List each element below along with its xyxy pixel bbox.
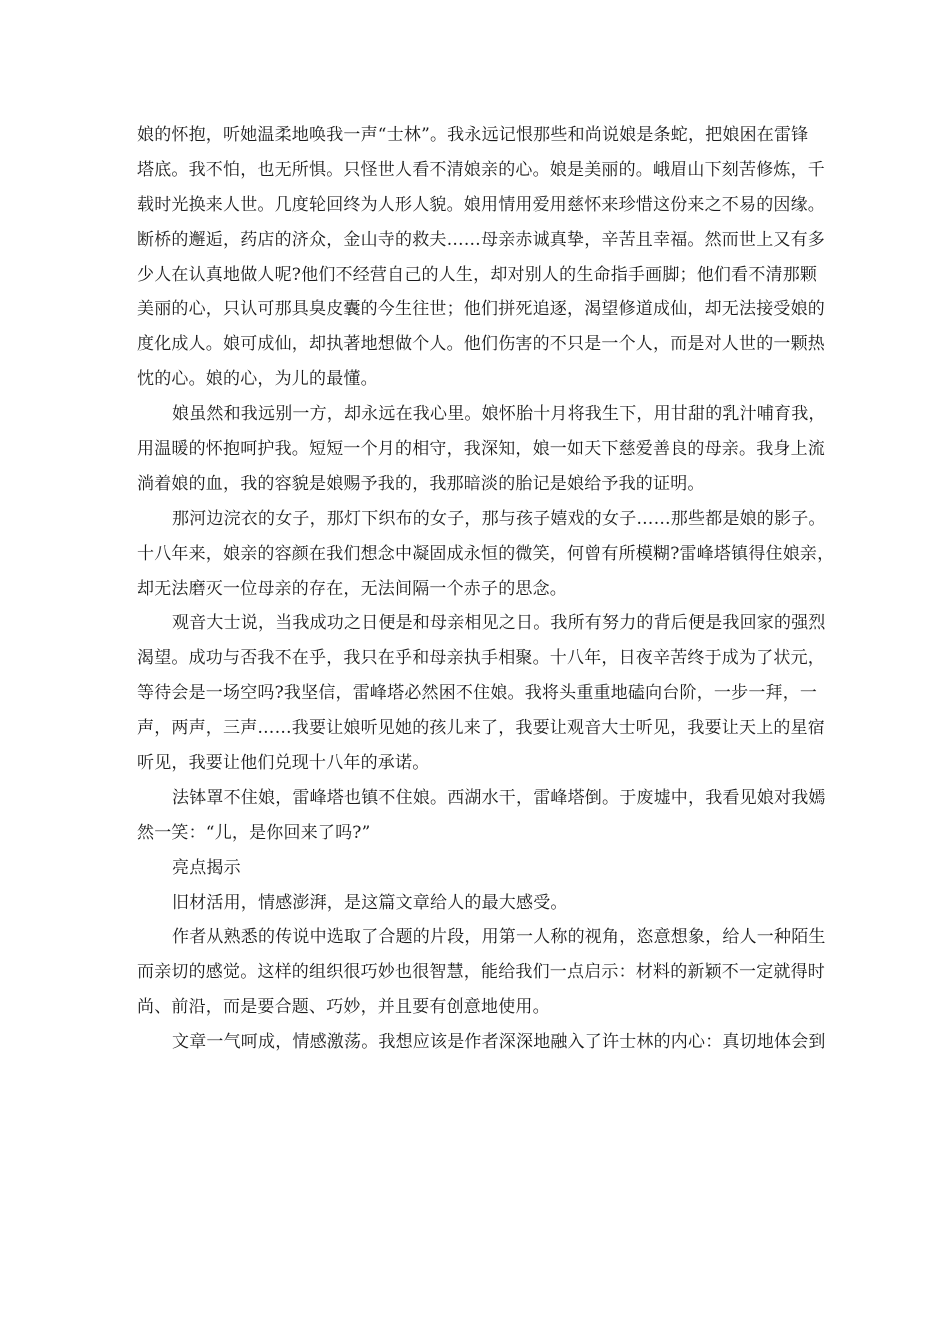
text-line: 断桥的邂逅，药店的济众，金山寺的救夫……母亲赤诚真挚，辛苦且幸福。然而世上又有多: [137, 229, 825, 250]
text-line: 那河边浣衣的女子，那灯下织布的女子，那与孩子嬉戏的女子……那些都是娘的影子。: [172, 508, 826, 529]
text-line: 旧材活用，情感澎湃，是这篇文章给人的最大感受。: [172, 892, 568, 913]
body-text: [137, 118, 835, 1060]
text-line: 然一笑：“儿，是你回来了吗?”: [137, 822, 371, 843]
text-line: 而亲切的感觉。这样的组织很巧妙也很智慧，能给我们一点启示：材料的新颖不一定就得时: [137, 962, 825, 983]
text-line: 文章一气呵成，情感激荡。我想应该是作者深深地融入了许士林的内心：真切地体会到: [172, 1032, 826, 1053]
text-line: 度化成人。娘可成仙，却执著地想做个人。他们伤害的不只是一个人，而是对人世的一颗热: [137, 334, 825, 355]
text-line: 塔底。我不怕，也无所惧。只怪世人看不清娘亲的心。娘是美丽的。峨眉山下刻苦修炼，千: [137, 159, 825, 180]
text-line: 渴望。成功与否我不在乎，我只在乎和母亲执手相聚。十八年，日夜辛苦终于成为了状元，: [137, 648, 825, 669]
text-line: 娘的怀抱，听她温柔地唤我一声“士林”。我永远记恨那些和尚说娘是条蛇，把娘困在雷锋: [137, 125, 809, 145]
text-line: 作者从熟悉的传说中选取了合题的片段，用第一人称的视角，恣意想象，给人一种陌生: [172, 927, 826, 948]
text-line: 尚、前沿，而是要合题、巧妙，并且要有创意地使用。: [137, 997, 550, 1018]
text-line: 却无法磨灭一位母亲的存在，无法间隔一个赤子的思念。: [137, 578, 567, 599]
text-line: 观音大士说，当我成功之日便是和母亲相见之日。我所有努力的背后便是我回家的强烈: [172, 613, 826, 634]
text-line: 十八年来，娘亲的容颜在我们想念中凝固成永恒的微笑，何曾有所模糊?雷峰塔镇得住娘亲，: [137, 543, 835, 564]
text-line: 用温暖的怀抱呵护我。短短一个月的相守，我深知，娘一如天下慈爱善良的母亲。我身上流: [137, 439, 825, 460]
text-line: 淌着娘的血，我的容貌是娘赐予我的，我那暗淡的胎记是娘给予我的证明。: [137, 473, 705, 494]
text-line: 少人在认真地做人呢?他们不经营自己的人生，却对别人的生命指手画脚；他们看不清那颗: [137, 264, 818, 285]
text-line: 等待会是一场空吗?我坚信，雷峰塔必然困不住娘。我将头重重地磕向台阶，一步一拜，一: [137, 683, 818, 704]
text-line: 忱的心。娘的心，为儿的最懂。: [137, 369, 378, 390]
text-line: 美丽的心，只认可那具臭皮囊的今生往世；他们拼死追逐，渴望修道成仙，却无法接受娘的: [137, 299, 825, 320]
text-line: 亮点揭示: [172, 857, 241, 878]
text-line: 载时光换来人世。几度轮回终为人形人貌。娘用情用爱用慈怀来珍惜这份来之不易的因缘。: [137, 194, 825, 215]
text-line: 声，两声，三声……我要让娘听见她的孩儿来了，我要让观音大士听见，我要让天上的星宿: [137, 718, 825, 739]
text-line: 法钵罩不住娘，雷峰塔也镇不住娘。西湖水干，雷峰塔倒。于废墟中，我看见娘对我嫣: [172, 787, 826, 808]
text-line: 听见，我要让他们兑现十八年的承诺。: [137, 753, 430, 774]
text-line: 娘虽然和我远别一方，却永远在我心里。娘怀胎十月将我生下，用甘甜的乳汁哺育我，: [172, 404, 826, 425]
